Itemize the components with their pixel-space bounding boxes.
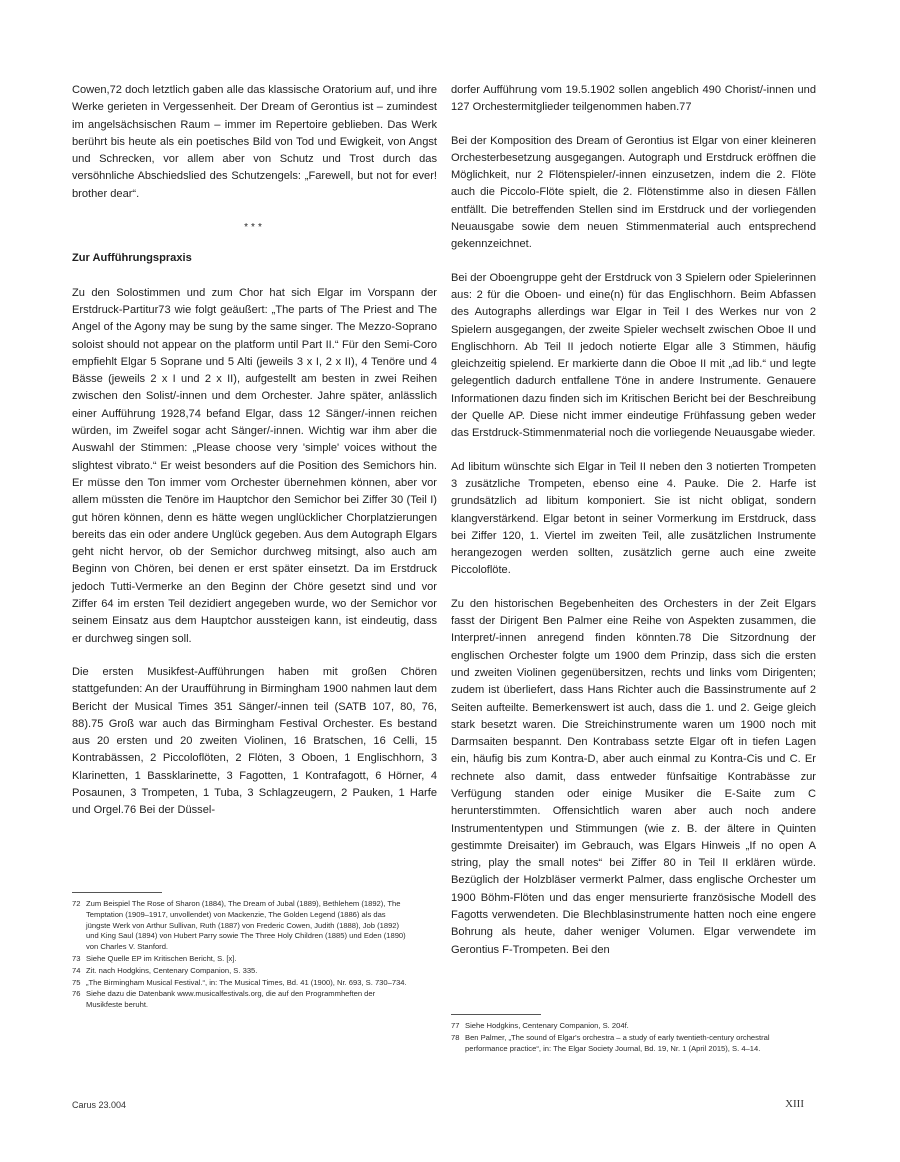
footnote-text: Zum Beispiel The Rose of Sharon (1884), The Dream of Jubal (1889), Bethlehem (1892), The Temptation (1909–1917, unvollendet) von Mackenzie, The Golden Legend (1886) als das jüngste Werk von Arthur Sullivan, Ruth (1887) von Frederic Cowen, Judith (1888), Job (1892) und King Saul (1894) von Hubert Parry sowie The Three Holy Children (1885) und Eden (1890) von Charles V. Stanford. [86, 899, 406, 952]
paragraph: dorfer Aufführung vom 19.5.1902 sollen angeblich 490 Chorist/-innen und 127 Orchestermitglieder teilgenommen haben.77 [451, 84, 816, 114]
footnote [451, 1021, 786, 1032]
footnote-rule [72, 892, 162, 893]
paragraph: Zu den historischen Begebenheiten des Orchesters in der Zeit Elgars fasst der Dirigent Ben Palmer eine Reihe von Aspekten zusammen, die Interpret/-innen anregend finden könnten.78 Die Sitzordnung der englischen Orchester folgte um 1900 dem Prinzip, dass sich die ersten und zweiten Violinen gegenübersitzen, rechts und links vom Dirigenten; zudem ist überliefert, dass Hans Richter auch die Bassinstrumente auf 2 Seiten aufteilte. Bemerkenswert ist auch, dass die 1. und 2. Geige gleich stark besetzt waren. Die Streichinstrumente waren um 1900 noch mit Darmsaiten bespannt. Den Kontrabass setzte Elgar oft in tiefen Lagen ein, häufig bis zum Kontra-D, aber auch einmal zu Kontra-Cis und C. Er rechnete also damit, dass entweder fünfsaitige Kontrabässe zur Verfügung standen oder einige Musiker die E-Saite zum C herunterstimmten. Offensichtlich waren aber auch noch andere Instrumententypen und Stimmungen (wie z. B. der ältere in Quinten gestimmte Dreisaiter) im Gebrauch, was Elgars Hinweis „If no open A string, play the small notes“ bei Ziffer 80 in Teil II erklären würde. Bezüglich der Holzbläser vermerkt Palmer, dass englische Orchester um 1900 Böhm-Flöten und das enger mensurierte französische Modell des Fagotts verwendeten. Die Blechblasinstrumente hatten noch eine engere Bohrung als heute, daher weniger Volumen. Elgar verwendete im Gerontius F-Trompeten. Bei den [451, 597, 816, 956]
footnote [72, 954, 407, 965]
right-column [451, 82, 816, 959]
footnote-number: 73 [72, 953, 81, 963]
section-separator: *** [244, 222, 265, 234]
footnote-rule [451, 1014, 541, 1015]
paragraph: Die ersten Musikfest-Aufführungen haben mit großen Chören stattgefunden: An der Uraufführung in Birmingham 1900 nahmen laut dem Bericht der Musical Times 351 Sänger/-innen teil (SATB 107, 80, 76, 88).75 Groß war auch das Birmingham Festival Orchester. Es bestand aus 20 ersten und 20 zweiten Violinen, 16 Bratschen, 16 Celli, 15 Kontrabässen, 2 Piccoloflöten, 2 Flöten, 3 Oboen, 1 Englischhorn, 3 Klarinetten, 1 Bassklarinette, 3 Fagotten, 1 Kontrafagott, 6 Hörner, 4 Posaunen, 3 Trompeten, 1 Tuba, 3 Schlagzeugern, 2 Pauken, 1 Harfe und Orgel.76 Bei der Düssel- [72, 665, 437, 817]
footnote [72, 978, 407, 989]
paragraph: Zu den Solostimmen und zum Chor hat sich Elgar im Vorspann der Erstdruck-Partitur73 wie folgt geäußert: „The parts of The Priest and The Angel of the Agony may be sung by the same singer. The Mezzo-Soprano soloist should not appear on the platform until Part II.“ Für den Semi-Coro empfiehlt Elgar 5 Soprane und 5 Alti (jeweils 3 x I, 2 x II), 4 Tenöre und 4 Bässe (jeweils 2 x I und 2 x II), aufgestellt am besten in zwei Reihen zwischen den Solist/-innen und dem Orchester. Jahre später, anlässlich einer Aufführung 1928,74 befand Elgar, dass 12 Sänger/-innen reichen würden, im Zweifel sogar acht Sänger/-innen. Wichtig war ihm aber die Auswahl der Stimmen: „Please choose very 'simple' voices without the slightest vibrato.“ Er weist besonders auf die Position des Semichors hin. Er müsse den Ton immer vom Orchester übernehmen können, aber vor allem müssten die Tenöre im Hauptchor den Semichor bei Ziffer 30 (Teil I) gut hören können, denn es hätte wegen unglücklicher Chorplatzierungen bereits das ein oder andere Unglück gegeben. Aus dem Autograph Elgars geht nicht hervor, ob der Semichor durchweg mitsingt, also auch am Beginn von Chören, bei denen er erst später einsetzt. Da im Erstdruck jedoch Tutti-Vermerke an den Beginn der Chöre gesetzt sind und vor Ziffer 64 im ersten Teil dezidiert angegeben wurde, wo der Semichor vor seinem Einsatz aus dem Hauptchor aussteigen kann, ist eindeutig, dass er durchweg singen soll. [72, 286, 437, 645]
footnote-number: 76 [72, 989, 81, 999]
left-column [72, 82, 437, 820]
footnote-number: 78 [451, 1032, 460, 1042]
footnote [72, 966, 407, 977]
footnote-number: 72 [72, 899, 81, 908]
footnote-text: Siehe dazu die Datenbank www.musicalfestivals.org, die auf den Programmheften der Musikfeste beruht. [86, 989, 376, 1010]
footnote-text: Ben Palmer, „The sound of Elgar's orchestra – a study of early twentieth-century orchestral performance practice“, in: The Elgar Society Journal, Bd. 19, Nr. 1 (April 2015), S. 4–14. [465, 1032, 770, 1053]
section-heading: Zur Aufführungspraxis [72, 252, 192, 265]
footnote-text: Zit. nach Hodgkins, Centenary Companion, S. 335. [86, 965, 258, 975]
footnote-number: 75 [72, 977, 81, 987]
footnote-number: 74 [72, 965, 81, 975]
footnotes-right [451, 1014, 786, 1055]
paragraph: Bei der Komposition des Dream of Gerontius ist Elgar von einer kleineren Orchesterbesetzung ausgegangen. Autograph und Erstdruck eröffnen die Möglichkeit, nur 2 Flötenspieler/-innen einzusetzen, indem die 2. Flöte auch die Piccolo-Flöte spielt, die 2. Flötenstimme also in diesen Fällen entfällt. Die betreffenden Stellen sind im Erstdruck und der vorliegenden Neuausgabe sowie dem neuen Stimmenmaterial auch entsprechend gekennzeichnet. [451, 134, 816, 251]
footnote-text: „The Birmingham Musical Festival.“, in: The Musical Times, Bd. 41 (1900), Nr. 693, S. 730–734. [86, 977, 407, 987]
footnote [451, 1033, 786, 1055]
publisher-reference: Carus 23.004 [72, 1100, 127, 1110]
page-number: XIII [785, 1098, 804, 1110]
footnote-text: Siehe Hodgkins, Centenary Companion, S. 204f. [465, 1021, 629, 1030]
paragraph: Ad libitum wünschte sich Elgar in Teil II neben den 3 notierten Trompeten 3 zusätzliche Trompeten, ebenso eine 4. Pauke. Die 2. Harfe ist grundsätzlich ad libitum komponiert. Sie ist nicht obligat, sondern klangverstärkend. Elgar betont in seiner Vormerkung im Erstdruck, dass bei Ziffer 120, 1. Viertel im zweiten Teil, alle zusätzlichen Instrumente herangezogen werden sollten, zusätzlich gerne auch eine zweite Piccoloflöte. [451, 460, 816, 577]
footnote-number: 77 [451, 1021, 460, 1030]
footnotes-left [72, 892, 407, 1012]
paragraph: Bei der Oboengruppe geht der Erstdruck von 3 Spielern oder Spielerinnen aus: 2 für die Oboen- und eine(n) für das Englischhorn. Beim Abfassen des Autographs allerdings war Elgar in Teil I des Werkes nur von 2 Spielern ausgegangen, der zweite Spieler wechselt zwischen Oboe II und Englischhorn. Ab Teil II jedoch notierte Elgar alle 3 Stimmen, häufig gleichzeitig spielend. Er markierte dann die Oboe II mit „ad lib.“ und legte gelegentlich dadurch entfallene Töne in andere Instrumente. Genauere Informationen dazu finden sich im Kritischen Bericht bei der Beschreibung der Quelle AP. Diese nicht immer eindeutige Frühfassung geben weder das Erstdruck-Stimmenmaterial noch die vorliegende Neuausgabe wieder. [451, 271, 816, 440]
paragraph: Cowen,72 doch letztlich gaben alle das klassische Oratorium auf, und ihre Werke gerieten in Vergessenheit. Der Dream of Gerontius ist – zumindest im angelsächsischen Raum – immer im Repertoire geblieben. Das Werk berührt bis heute als ein poetisches Bild von Tod und Ewigkeit, von Angst und Schrecken, vor allem aber von Schutz und Trost durch das versöhnliche Abschiedslied des Schutzengels: „Farewell, but not for ever! brother dear“. [72, 84, 437, 200]
footnote [72, 899, 407, 953]
footnote [72, 989, 407, 1011]
footnote-text: Siehe Quelle EP im Kritischen Bericht, S. [x]. [86, 953, 237, 963]
